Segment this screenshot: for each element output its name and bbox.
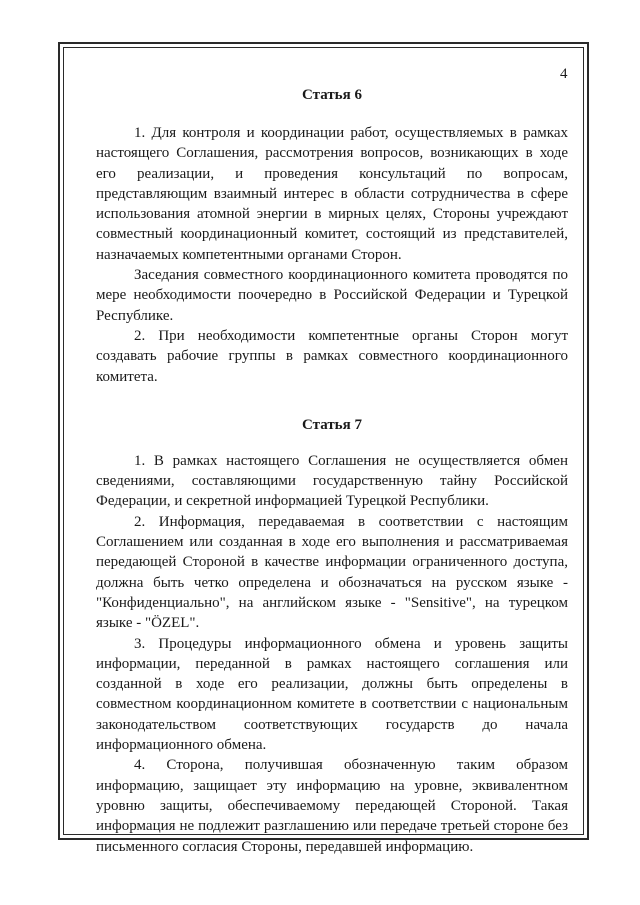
article-7-paragraph-4: 4. Сторона, получившая обозначенную таким образом информацию, защищает эту информацию на уровне, эквивалентном уровню защиты, обеспечиваемому передающей Стороной. Такая информация не подлежит разглашению или передаче третьей стороне без письменного согласия Стороны, передавшей информацию.: [96, 757, 568, 855]
article-7-title: Статья 7: [302, 416, 362, 433]
article-7-paragraph-3: 3. Процедуры информационного обмена и уровень защиты информации, переданной в рамках настоящего соглашения или созданной в ходе его реализации, должны быть определены в совместном координационном комитете в соответствии с национальным законодательством соответствующих государств до начала информационного обмена.: [96, 635, 568, 754]
article-6: [96, 85, 568, 387]
article-7-paragraph-1: 1. В рамках настоящего Соглашения не осуществляется обмен сведениями, составляющими государственную тайну Российской Федерации, и секретной информацией Турецкой Республики.: [96, 452, 568, 510]
article-6-paragraph-3: 2. При необходимости компетентные органы Сторон могут создавать рабочие группы в рамках совместного координационного комитета.: [96, 327, 568, 385]
article-6-title: Статья 6: [302, 87, 362, 103]
article-6-paragraph-2: Заседания совместного координационного комитета проводятся по мере необходимости поочередно в Российской Федерации и Турецкой Республике.: [96, 267, 568, 324]
page-number: 4: [560, 66, 568, 82]
article-7-paragraph-2: 2. Информация, передаваемая в соответствии с настоящим Соглашением или созданная в ходе его выполнения и рассматриваемая передающей Стороной в качестве информации ограниченного доступа, должна быть четко определена и обозначаться на русском языке - "Конфиденциально", на английском языке - "Sensitive", на турецком языке - "ÖZEL".: [96, 513, 568, 632]
article-7: [96, 415, 568, 857]
article-6-paragraph-1: 1. Для контроля и координации работ, осуществляемых в рамках настоящего Соглашения, рассмотрения вопросов, возникающих в ходе его реализации, и проведения консультаций по вопросам, представляющим взаимный интерес в области сотрудничества в сфере использования атомной энергии в мирных целях, Стороны учреждают совместный координационный комитет, состоящий из представителей, назначаемых компетентными органами Сторон.: [96, 125, 568, 263]
document-body: [96, 85, 568, 857]
